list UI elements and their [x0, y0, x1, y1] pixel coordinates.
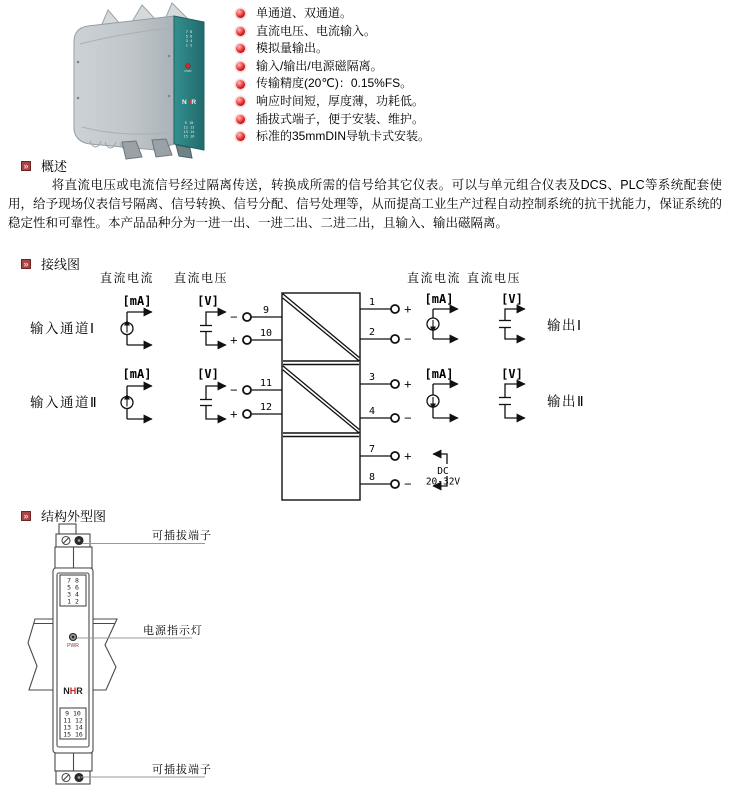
input-channel-2-label: 输入通道Ⅱ	[30, 395, 99, 410]
terminal-number: 9	[262, 305, 270, 316]
structure-outline-diagram	[20, 518, 320, 786]
feature-text: 插拔式端子，便于安装、维护。	[256, 111, 425, 126]
terminal-sign: +	[230, 332, 238, 348]
overview-paragraph: 将直流电压或电流信号经过隔离传送，转换成所需的信号给其它仪表。可以与单元组合仪表及DCS、PLC等系统配套使用，给予现场仪表信号隔离、信号转换、信号分配、信号处理等，从而提高工业生产过程自动控制系统的抗干扰能力，保证系统的稳定性和可靠性。本产品品种分为一进一出、一进二出、二进二出，且输入、输出磁隔离。	[8, 178, 722, 231]
callout-power-indicator: 电源指示灯	[143, 625, 203, 637]
ma-label: [mA]	[424, 292, 454, 306]
terminal-row: 13 14	[63, 723, 83, 732]
terminal-row: 15 16	[63, 730, 83, 739]
feature-text: 响应时间短，厚度薄，功耗低。	[256, 93, 425, 108]
output-terminal-4	[360, 406, 412, 426]
power-terminal-7	[360, 444, 412, 464]
header-dc-voltage-right: 直流电压	[466, 271, 522, 285]
brand-logo: NHR	[63, 686, 83, 696]
v-label: [V]	[501, 292, 523, 306]
photo-power-led	[186, 64, 191, 69]
output-terminal-3	[360, 372, 412, 392]
svg-text:5 6: 5 6	[185, 34, 193, 39]
input-terminal-9	[230, 305, 282, 325]
svg-text:11 12: 11 12	[183, 125, 195, 130]
dc-label: DC	[437, 466, 449, 477]
terminal-sign: −	[230, 382, 238, 398]
current-source-output-2	[427, 384, 458, 418]
pwr-label: PWR	[67, 643, 79, 649]
current-source-output-1	[427, 309, 458, 339]
voltage-symbol-output-1	[499, 309, 525, 339]
callout-pluggable-terminal-bottom: 可插拔端子	[152, 764, 212, 776]
wiring-diagram	[0, 268, 732, 508]
output-1-label: 输出Ⅰ	[547, 318, 583, 333]
terminal-sign: −	[404, 410, 412, 426]
dc-power-supply	[426, 454, 461, 488]
photo-led-label: PWR	[184, 69, 192, 73]
section-title: 概述	[41, 159, 68, 174]
terminal-number: 12	[259, 402, 273, 413]
overview-section-heading	[21, 156, 67, 175]
list-item	[236, 5, 430, 23]
v-label: [V]	[197, 294, 219, 308]
terminal-number: 11	[259, 378, 273, 389]
voltage-symbol-output-2	[499, 384, 525, 418]
callout-pluggable-terminal-top: 可插拔端子	[152, 530, 212, 542]
terminal-number: 1	[368, 297, 376, 308]
red-bullet-icon	[236, 132, 245, 141]
section-arrow-icon	[21, 259, 31, 269]
feature-text: 单通道、双通道。	[256, 6, 353, 20]
input-channel-1-label: 输入通道Ⅰ	[30, 321, 96, 336]
terminal-number: 3	[368, 372, 376, 383]
list-item	[236, 23, 430, 41]
module-bottom	[55, 753, 92, 784]
output-2-label: 输出Ⅱ	[547, 394, 586, 409]
svg-text:1 2: 1 2	[185, 43, 193, 48]
red-bullet-icon	[236, 27, 245, 36]
svg-text:7 8: 7 8	[185, 30, 193, 34]
list-item	[236, 58, 430, 76]
current-source-input-1	[121, 312, 152, 345]
terminal-sign: +	[404, 448, 412, 464]
list-item	[236, 111, 430, 129]
svg-text:15 16: 15 16	[183, 134, 195, 139]
input-terminal-11	[230, 378, 282, 398]
red-bullet-icon	[236, 44, 245, 53]
header-dc-current-left: 直流电流	[99, 271, 155, 285]
terminal-number: 8	[368, 472, 376, 483]
feature-list	[236, 5, 430, 146]
feature-text: 输入/输出/电源磁隔离。	[256, 58, 383, 73]
section-arrow-icon	[21, 161, 31, 171]
svg-text:13 14: 13 14	[183, 130, 195, 134]
output-terminal-1	[360, 297, 412, 317]
red-bullet-icon	[236, 80, 245, 89]
list-item	[236, 128, 430, 146]
photo-brand-logo: NHR	[181, 99, 197, 106]
dc-voltage-range: 20-32V	[425, 476, 461, 488]
terminal-row: 11 12	[63, 716, 83, 725]
input-terminal-12	[230, 402, 282, 422]
power-terminal-8	[360, 472, 412, 492]
ma-label: [mA]	[122, 294, 152, 308]
terminal-row: 3 4	[67, 590, 79, 599]
isolator-box	[282, 293, 360, 500]
terminal-number: 2	[368, 327, 376, 338]
ma-label: [mA]	[424, 367, 454, 381]
red-bullet-icon	[236, 9, 245, 18]
terminal-row: 7 8	[67, 576, 79, 585]
section-title: 接线图	[41, 257, 81, 272]
red-bullet-icon	[236, 62, 245, 71]
ma-label: [mA]	[122, 367, 152, 381]
terminal-sign: −	[230, 309, 238, 325]
feature-text: 标准的35mmDIN导轨卡式安装。	[256, 129, 431, 144]
photo-terminal-numbers-bottom	[184, 121, 195, 139]
terminal-number: 10	[259, 328, 273, 339]
terminal-sign: −	[404, 331, 412, 347]
feature-text: 直流电压、电流输入。	[256, 23, 377, 38]
photo-terminal-numbers-top	[186, 30, 193, 48]
list-item	[236, 75, 430, 93]
input-terminal-10	[230, 328, 282, 348]
voltage-symbol-input-2	[200, 386, 226, 419]
v-label: [V]	[501, 367, 523, 381]
terminal-row: 9 10	[65, 709, 81, 718]
v-label: [V]	[197, 367, 219, 381]
feature-text: 传输精度(20℃)：0.15%FS。	[256, 76, 413, 91]
feature-text: 模拟量输出。	[256, 41, 329, 56]
header-dc-current-right: 直流电流	[406, 271, 462, 285]
current-source-input-2	[121, 386, 152, 419]
terminal-number: 7	[368, 444, 376, 455]
section-title: 结构外型图	[41, 509, 107, 524]
voltage-symbol-input-1	[200, 312, 226, 345]
svg-text:3 4: 3 4	[185, 39, 193, 43]
terminal-row: 5 6	[67, 583, 79, 592]
product-photo	[58, 0, 235, 160]
list-item	[236, 40, 430, 58]
terminal-sign: +	[404, 376, 412, 392]
terminal-number: 4	[368, 406, 376, 417]
header-dc-voltage-left: 直流电压	[173, 271, 229, 285]
svg-text:9 10: 9 10	[184, 121, 194, 125]
terminal-sign: +	[404, 301, 412, 317]
terminal-row: 1 2	[67, 597, 79, 606]
list-item	[236, 93, 430, 111]
terminal-number-box-bottom	[60, 708, 86, 739]
terminal-sign: −	[404, 476, 412, 492]
output-terminal-2	[360, 327, 412, 347]
red-bullet-icon	[236, 97, 245, 106]
red-bullet-icon	[236, 115, 245, 124]
terminal-sign: +	[230, 406, 238, 422]
photo-body	[74, 16, 174, 150]
terminal-number-box-top	[60, 575, 86, 606]
